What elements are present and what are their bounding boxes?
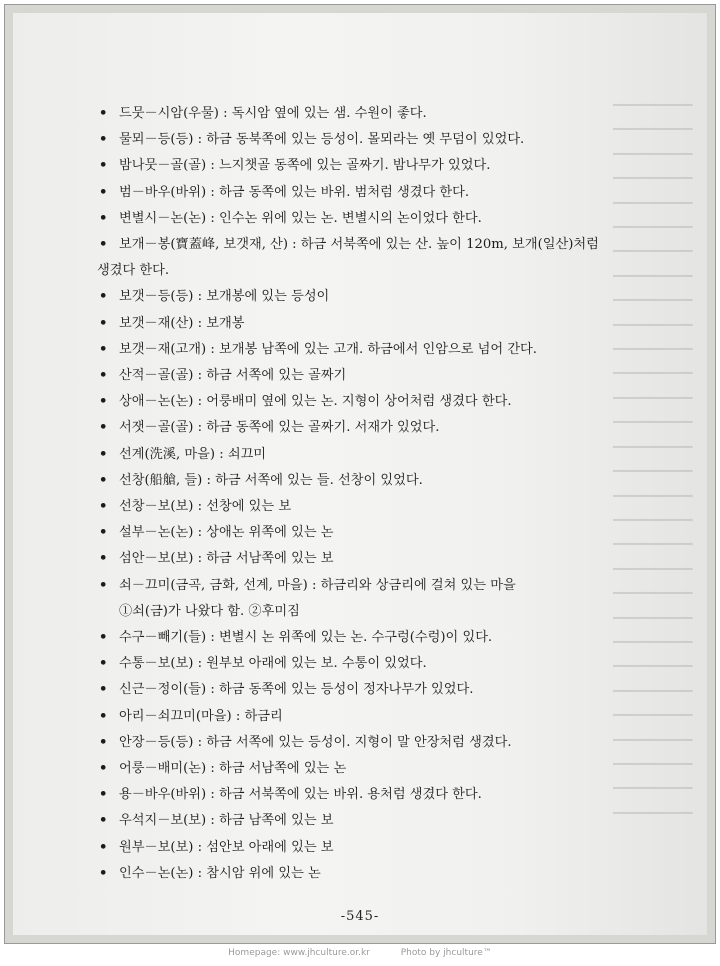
list-item xyxy=(97,782,697,808)
bullet: • xyxy=(99,630,108,646)
bullet: • xyxy=(99,577,108,593)
entry-continuation: ①쇠(금)가 나왔다 함. ②후미짐 xyxy=(119,603,300,619)
entry-text: 어룽－배미(논) : 하금 서남쪽에 있는 논 xyxy=(119,761,347,777)
entry-text: 보갯－재(고개) : 보개봉 남쪽에 있는 고개. 하금에서 인암으로 넘어 간다. xyxy=(119,341,537,357)
list-item xyxy=(97,127,697,153)
homepage-credit: Homepage: www.jhculture.or.kr xyxy=(228,948,370,958)
bullet: • xyxy=(99,708,108,724)
list-item xyxy=(97,389,697,415)
entry-text: 설부－논(논) : 상애논 위쪽에 있는 논 xyxy=(119,525,334,541)
entry-text: 보갯－등(등) : 보개봉에 있는 등성이 xyxy=(119,289,330,305)
entry-text: 수구－빼기(들) : 변별시 논 위쪽에 있는 논. 수구렁(수렁)이 있다. xyxy=(119,630,493,646)
list-item xyxy=(97,730,697,756)
page-frame xyxy=(4,4,716,944)
list-item xyxy=(97,180,697,206)
list-item xyxy=(97,284,697,310)
bullet: • xyxy=(99,499,108,515)
list-item xyxy=(97,756,697,782)
list-item xyxy=(97,232,697,284)
bullet: • xyxy=(99,551,108,567)
entry-continuation: 생겼다 한다. xyxy=(97,263,170,279)
bullet: • xyxy=(99,184,108,200)
bullet: • xyxy=(99,734,108,750)
list-item xyxy=(97,311,697,337)
bullet: • xyxy=(99,813,108,829)
bullet: • xyxy=(99,106,108,121)
bullet: • xyxy=(99,656,108,672)
entry-text: 안장－등(등) : 하금 서쪽에 있는 등성이. 지형이 말 안장처럼 생겼다. xyxy=(119,734,512,750)
bullet: • xyxy=(99,158,108,174)
entry-text: 물뫼－등(등) : 하금 동북쪽에 있는 등성이. 몰뫼라는 옛 무덤이 있었다. xyxy=(119,132,525,148)
bullet: • xyxy=(99,368,108,384)
entry-text: 산적－골(골) : 하금 서쪽에 있는 골짜기 xyxy=(119,368,347,384)
bullet: • xyxy=(99,865,108,881)
entry-text: 수통－보(보) : 원부보 아래에 있는 보. 수통이 있었다. xyxy=(119,656,427,672)
list-item xyxy=(97,861,697,887)
list-item xyxy=(97,468,697,494)
bullet: • xyxy=(99,761,108,777)
bullet: • xyxy=(99,289,108,305)
place-name-list xyxy=(97,101,697,887)
entry-text: 범－바우(바위) : 하금 동쪽에 있는 바위. 범처럼 생겼다 한다. xyxy=(119,184,470,200)
entry-text: 선창－보(보) : 선창에 있는 보 xyxy=(119,499,292,515)
entry-text: 서잿－골(골) : 하금 동쪽에 있는 골짜기. 서재가 있었다. xyxy=(119,420,440,436)
list-item xyxy=(97,835,697,861)
entry-text: 우석지－보(보) : 하금 남쪽에 있는 보 xyxy=(119,813,334,829)
list-item xyxy=(97,206,697,232)
photo-credit-footer xyxy=(0,948,720,958)
entry-text: 쇠－끄미(금곡, 금화, 선계, 마을) : 하금리와 상금리에 걸쳐 있는 마을 xyxy=(119,577,516,593)
entry-text: 원부－보(보) : 섬안보 아래에 있는 보 xyxy=(119,839,334,855)
bullet: • xyxy=(99,315,108,331)
list-item xyxy=(97,363,697,389)
list-item xyxy=(97,494,697,520)
entry-text: 신근－정이(들) : 하금 동쪽에 있는 등성이 정자나무가 있었다. xyxy=(119,682,474,698)
page-number: -545- xyxy=(340,909,380,924)
list-item xyxy=(97,677,697,703)
bullet: • xyxy=(99,132,108,148)
list-item xyxy=(97,337,697,363)
bullet: • xyxy=(99,472,108,488)
entry-text: 인수－논(논) : 참시암 위에 있는 논 xyxy=(119,865,321,881)
list-item xyxy=(97,573,697,625)
entry-text: 용－바우(바위) : 하금 서북쪽에 있는 바위. 용처럼 생겼다 한다. xyxy=(119,787,482,803)
list-item xyxy=(97,442,697,468)
bullet: • xyxy=(99,341,108,357)
entry-text: 보갯－재(산) : 보개봉 xyxy=(119,315,245,331)
entry-text: 선계(洗溪, 마을) : 쇠끄미 xyxy=(119,446,267,462)
entry-text: 선창(船艙, 들) : 하금 서쪽에 있는 들. 선창이 있었다. xyxy=(119,472,423,488)
bullet: • xyxy=(99,682,108,698)
entry-text: 드뭇－시암(우물) : 독시암 옆에 있는 샘. 수원이 좋다. xyxy=(119,106,427,121)
entry-text: 변별시－논(논) : 인수논 위에 있는 논. 변별시의 논이었다 한다. xyxy=(119,210,482,226)
list-item xyxy=(97,101,697,127)
bleed-through-text: ━━━━━━━━━━━ ━━━━━━━━━━━ ━━━━━━━━━━━ ━━━━━━━━━━━ ━━━━━━━━━━━ ━━━━━━━━━━━ ━━━━━━━━━━━ ━━━━━━━━━━━ ━━━━━━━━━━━ ━━━━━━━━━━━ ━━━━━━━━━━━ ━━━━━━━━━━━ ━━━━━━━━━━━ ━━━━━━━━━━━ ━━━━━━━━━━━ ━━━━━━━━━━━ ━━━━━━━━━━━ ━━━━━━━━━━━ ━━━━━━━━━━━ ━━━━━━━━━━━ ━━━━━━━━━━━ ━━━━━━━━━━━ ━━━━━━━━━━━ ━━━━━━━━━━━ ━━━━━━━━━━━ ━━━━━━━━━━━ ━━━━━━━━━━━ ━━━━━━━━━━━ ━━━━━━━━━━━ ━━━━━━━━━━━ xyxy=(613,98,693,820)
list-item xyxy=(97,704,697,730)
list-item xyxy=(97,808,697,834)
bullet: • xyxy=(99,839,108,855)
bullet: • xyxy=(99,446,108,462)
list-item xyxy=(97,625,697,651)
list-item xyxy=(97,520,697,546)
entry-text: 상애－논(논) : 어룽배미 옆에 있는 논. 지형이 상어처럼 생겼다 한다. xyxy=(119,394,512,410)
bullet: • xyxy=(99,420,108,436)
list-item xyxy=(97,415,697,441)
entry-text: 보개－봉(寶蓋峰, 보갯재, 산) : 하금 서북쪽에 있는 산. 높이 120m, 보개(일산)처럼 xyxy=(119,237,599,253)
entry-text: 밤나뭇－골(골) : 느지챗골 동쪽에 있는 골짜기. 밤나무가 있었다. xyxy=(119,158,491,174)
entry-text: 아리－쇠끄미(마을) : 하금리 xyxy=(119,708,283,724)
list-item xyxy=(97,651,697,677)
bullet: • xyxy=(99,210,108,226)
list-item xyxy=(97,153,697,179)
entry-text: 섬안－보(보) : 하금 서남쪽에 있는 보 xyxy=(119,551,334,567)
bullet: • xyxy=(99,237,108,253)
bullet: • xyxy=(99,787,108,803)
photo-credit: Photo by jhculture™ xyxy=(400,948,492,958)
list-item xyxy=(97,546,697,572)
bullet: • xyxy=(99,525,108,541)
document-page xyxy=(13,13,707,935)
bullet: • xyxy=(99,394,108,410)
